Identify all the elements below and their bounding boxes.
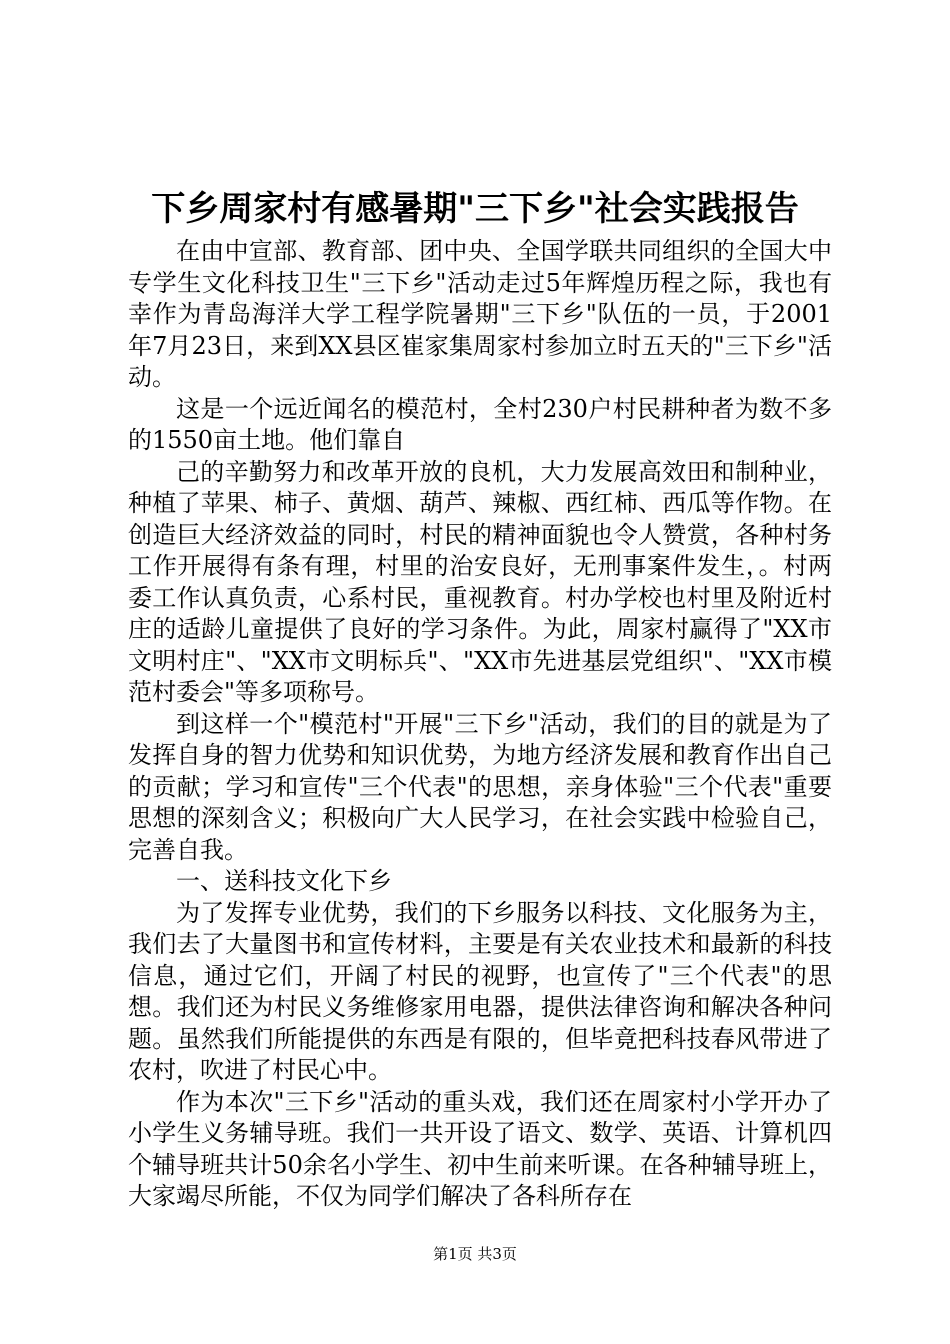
page-footer: 第1页 共3页 (433, 1245, 517, 1263)
paragraph: 为了发挥专业优势，我们的下乡服务以科技、文化服务为主，我们去了大量图书和宣传材料，主要是有关农业技术和最新的科技信息，通过它们，开阔了村民的视野，也宣传了"三个代表"的思想。我们还为村民义务维修家用电器，提供法律咨询和解决各种问题。虽然我们所能提供的东西是有限的，但毕竟把科技春风带进了农村，吹进了村民心中。 (128, 898, 832, 1084)
document-title: 下乡周家村有感暑期"三下乡"社会实践报告 (151, 189, 799, 229)
paragraph: 到这样一个"模范村"开展"三下乡"活动，我们的目的就是为了发挥自身的智力优势和知识优势，为地方经济发展和教育作出自己的贡献；学习和宣传"三个代表"的思想，亲身体验"三个代表"重要思想的深刻含义；积极向广大人民学习，在社会实践中检验自己，完善自我。 (128, 709, 832, 864)
paragraph: 在由中宣部、教育部、团中央、全国学联共同组织的全国大中专学生文化科技卫生"三下乡"活动走过5年辉煌历程之际，我也有幸作为青岛海洋大学工程学院暑期"三下乡"队伍的一员，于2001年7月23日，来到XX县区崔家集周家村参加立时五天的"三下乡"活动。 (128, 237, 832, 391)
document-body (128, 236, 832, 1213)
section-heading: 一、送科技文化下乡 (176, 867, 392, 895)
paragraph: 己的辛勤努力和改革开放的良机，大力发展高效田和制种业，种植了苹果、柿子、黄烟、葫芦、辣椒、西红柿、西瓜等作物。在创造巨大经济效益的同时，村民的精神面貌也令人赞赏，各种村务工作开展得有条有理，村里的治安良好，无刑事案件发生，。村两委工作认真负责，心系村民，重视教育。村办学校也村里及附近村庄的适龄儿童提供了良好的学习条件。为此，周家村赢得了"XX市文明村庄"、"XX市文明标兵"、"XX市先进基层党组织"、"XX市模范村委会"等多项称号。 (128, 457, 832, 706)
paragraph: 这是一个远近闻名的模范村，全村230户村民耕种者为数不多的1550亩土地。他们靠自 (128, 394, 832, 454)
paragraph: 作为本次"三下乡"活动的重头戏，我们还在周家村小学开办了小学生义务辅导班。我们一共开设了语文、数学、英语、计算机四个辅导班共计50余名小学生、初中生前来听课。在各种辅导班上，大家竭尽所能，不仅为同学们解决了各科所存在 (128, 1087, 832, 1210)
